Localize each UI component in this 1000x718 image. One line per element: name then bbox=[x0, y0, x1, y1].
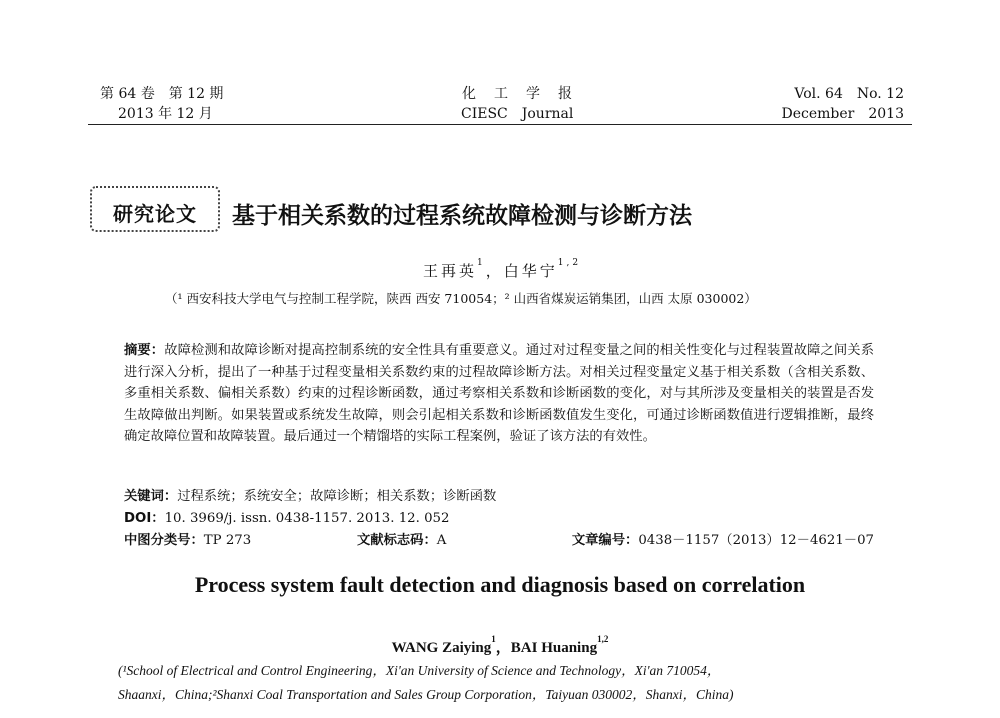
keywords-label: 关键词： bbox=[124, 489, 178, 504]
affiliation-en-line2: Shaanxi，China;²Shanxi Coal Transportation and Sales Group Corporation，Taiyuan 030002，Shanxi，China) bbox=[118, 687, 734, 702]
article-number bbox=[572, 529, 874, 548]
author-separator: ， bbox=[495, 640, 511, 656]
doi bbox=[124, 507, 449, 526]
clc-number bbox=[124, 529, 251, 548]
clc-label: 中图分类号： bbox=[124, 533, 204, 548]
article-number-label: 文章编号： bbox=[571, 533, 639, 548]
author-affil-mark: 1,2 bbox=[557, 258, 582, 268]
volume-issue: 第 64 卷 第 12 期 bbox=[100, 86, 224, 102]
abstract-label: 摘要： bbox=[124, 343, 165, 358]
document-code-label: 文献标志码： bbox=[357, 533, 437, 548]
article-number-value: 0438－1157（2013）12－4621－07 bbox=[638, 533, 874, 548]
author-name: 白华宁 bbox=[503, 262, 558, 280]
authors-en bbox=[0, 636, 1000, 657]
journal-name-cn: 化 工 学 报 bbox=[462, 86, 574, 102]
document-code-value: A bbox=[436, 533, 447, 548]
author-name: 王再英 bbox=[423, 262, 478, 280]
author-name: WANG Zaiying bbox=[391, 640, 492, 656]
paper-title-en: Process system fault detection and diagnosis based on correlation bbox=[194, 572, 806, 597]
author-affil-mark: 1 bbox=[477, 258, 486, 268]
author-name: BAI Huaning bbox=[510, 640, 598, 656]
publish-date: 2013 年 12 月 bbox=[118, 106, 213, 122]
clc-value: TP 273 bbox=[203, 533, 252, 548]
author-separator: ， bbox=[485, 262, 504, 280]
document-code bbox=[357, 529, 446, 548]
affiliation-en-line1: (¹School of Electrical and Control Engineering，Xi'an University of Science and Technology，Xi'an 710054， bbox=[118, 663, 721, 678]
authors-cn bbox=[423, 260, 581, 281]
header-rule bbox=[88, 124, 912, 125]
section-badge-label: 研究论文 bbox=[113, 202, 197, 226]
author-affil-mark: 1 bbox=[491, 634, 496, 644]
publish-date-en: December 2013 bbox=[781, 106, 904, 122]
volume-issue-en: Vol. 64 No. 12 bbox=[794, 86, 904, 102]
affiliation-cn: （¹ 西安科技大学电气与控制工程学院，陕西 西安 710054；² 山西省煤炭运销集团，山西 太原 030002） bbox=[165, 291, 757, 306]
abstract-cn bbox=[124, 340, 874, 448]
doi-value: 10. 3969/j. issn. 0438-1157. 2013. 12. 052 bbox=[164, 511, 450, 526]
author-affil-mark: 1,2 bbox=[597, 634, 609, 644]
paper-title-cn: 基于相关系数的过程系统故障检测与诊断方法 bbox=[232, 203, 692, 229]
abstract-text: 故障检测和故障诊断对提高控制系统的安全性具有重要意义。通过对过程变量之间的相关性变化与过程装置故障之间关系进行深入分析，提出了一种基于过程变量相关系数约束的过程故障诊断方法。对相关过程变量定义基于相关系数（含相关系数、多重相关系数、偏相关系数）约束的过程诊断函数，通过考察相关系数和诊断函数的变化，对与其所涉及变量相关的装置是否发生故障做出判断。如果装置或系统发生故障，则会引起相关系数和诊断函数值发生变化，可通过诊断函数值进行逻辑推断，最终确定故障位置和故障装置。最后通过一个精馏塔的实际工程案例，验证了该方法的有效性。 bbox=[124, 343, 875, 444]
keywords bbox=[124, 485, 496, 504]
journal-name-en: CIESC Journal bbox=[461, 106, 574, 122]
section-badge bbox=[90, 186, 220, 232]
keywords-text: 过程系统；系统安全；故障诊断；相关系数；诊断函数 bbox=[177, 489, 497, 504]
doi-label: DOI： bbox=[124, 511, 165, 526]
